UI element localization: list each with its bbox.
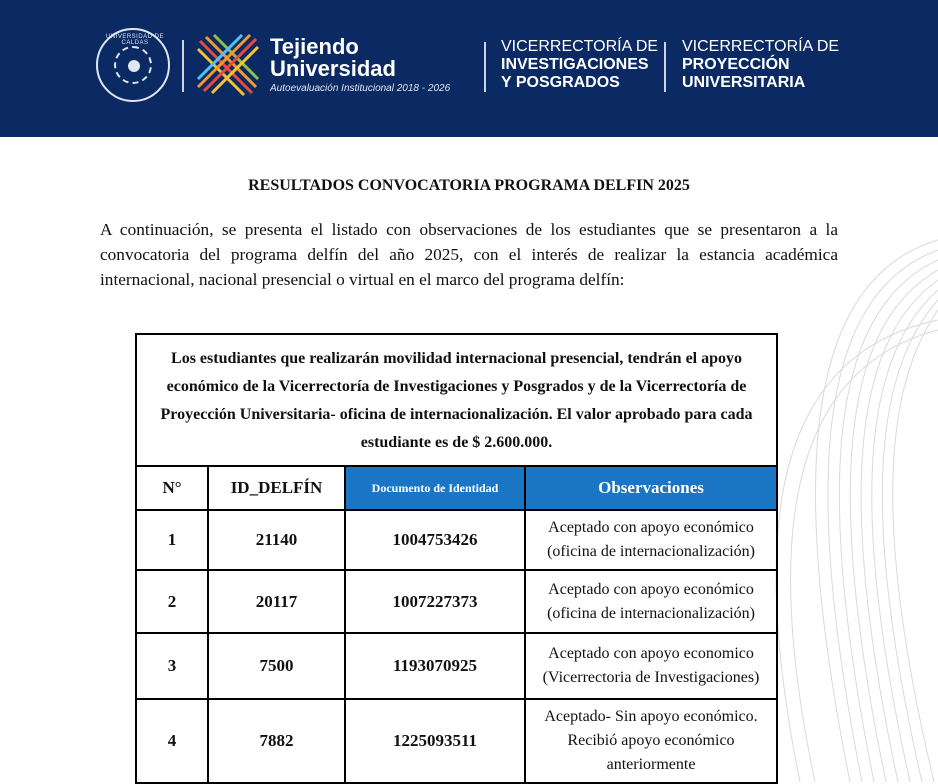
header-divider	[664, 42, 666, 92]
vri-line-1: VICERRECTORÍA DE	[501, 38, 659, 55]
university-seal-logo	[96, 28, 170, 102]
row-number: 4	[136, 699, 208, 783]
header-id-delfin: ID_DELFÍN	[208, 466, 345, 510]
seal-text: UNIVERSIDAD DE CALDAS	[105, 34, 164, 46]
vpu-line-1: VICERRECTORÍA DE	[682, 38, 840, 55]
row-document: 1225093511	[345, 699, 525, 783]
row-id-delfin: 20117	[208, 570, 345, 633]
row-number: 3	[136, 633, 208, 699]
tejiendo-universidad-logo-icon	[196, 33, 260, 97]
brand-line-1: Tejiendo	[270, 34, 359, 59]
table-header-row	[136, 466, 777, 510]
observation-line: Aceptado con apoyo económico	[548, 580, 754, 598]
intro-paragraph: A continuación, se presenta el listado con observaciones de los estudiantes que se presentaron a la convocatoria del programa delfín del año 2025, con el interés de realizar la estancia académica internacional, nacional presencial o virtual en el marco del programa delfín:	[100, 220, 838, 289]
observation-line: (oficina de internacionalización)	[547, 543, 755, 560]
header-divider	[182, 40, 184, 92]
row-observation	[525, 570, 777, 633]
observation-line: Recibió apoyo económico	[567, 732, 735, 749]
results-table	[135, 333, 778, 784]
vri-line-2: INVESTIGACIONES	[501, 56, 649, 73]
table-row	[136, 633, 777, 699]
row-document: 1007227373	[345, 570, 525, 633]
observation-line: Aceptado- Sin apoyo económico.	[544, 708, 758, 725]
table-row	[136, 570, 777, 633]
row-number: 2	[136, 570, 208, 633]
row-document: 1004753426	[345, 510, 525, 570]
row-observation	[525, 633, 777, 699]
vri-line-3: Y POSGRADOS	[501, 74, 620, 91]
table-caption-row	[136, 334, 777, 466]
vpu-line-3: UNIVERSITARIA	[682, 74, 806, 91]
row-observation	[525, 510, 777, 570]
table-caption: Los estudiantes que realizarán movilidad internacional presencial, tendrán el apoyo económico de la Vicerrectoría de Investigaciones y Posgrados y de la Vicerrectoría de Proyección Universitaria- oficina de internacionalización. El valor aprobado para cada estudiante es de $ 2.600.000.	[136, 334, 777, 466]
row-id-delfin: 7882	[208, 699, 345, 783]
row-id-delfin: 21140	[208, 510, 345, 570]
header-document: Documento de Identidad	[345, 466, 525, 510]
brand-subtitle: Autoevaluación Institucional 2018 - 2026	[270, 83, 451, 94]
header-divider	[484, 42, 486, 92]
vpu-block	[682, 38, 839, 92]
page-title: RESULTADOS CONVOCATORIA PROGRAMA DELFIN 2025	[248, 177, 690, 194]
row-id-delfin: 7500	[208, 633, 345, 699]
row-document: 1193070925	[345, 633, 525, 699]
header-observations: Observaciones	[525, 466, 777, 510]
table-row	[136, 699, 777, 783]
observation-line: anteriormente	[606, 756, 696, 773]
table-row	[136, 510, 777, 570]
observation-line: Aceptado con apoyo económico	[548, 519, 754, 536]
brand-block	[270, 36, 450, 94]
row-number: 1	[136, 510, 208, 570]
vpu-line-2: PROYECCIÓN	[682, 56, 790, 73]
page-header	[0, 0, 938, 137]
observation-line: (Vicerrectoria de Investigaciones)	[542, 669, 760, 686]
header-number: N°	[136, 466, 208, 510]
brand-line-2: Universidad	[270, 56, 396, 81]
row-observation	[525, 699, 777, 783]
observation-line: (oficina de internacionalización)	[547, 604, 755, 622]
vri-block	[501, 38, 658, 92]
seal-center-icon	[128, 60, 140, 72]
observation-line: Aceptado con apoyo economico	[548, 645, 754, 662]
